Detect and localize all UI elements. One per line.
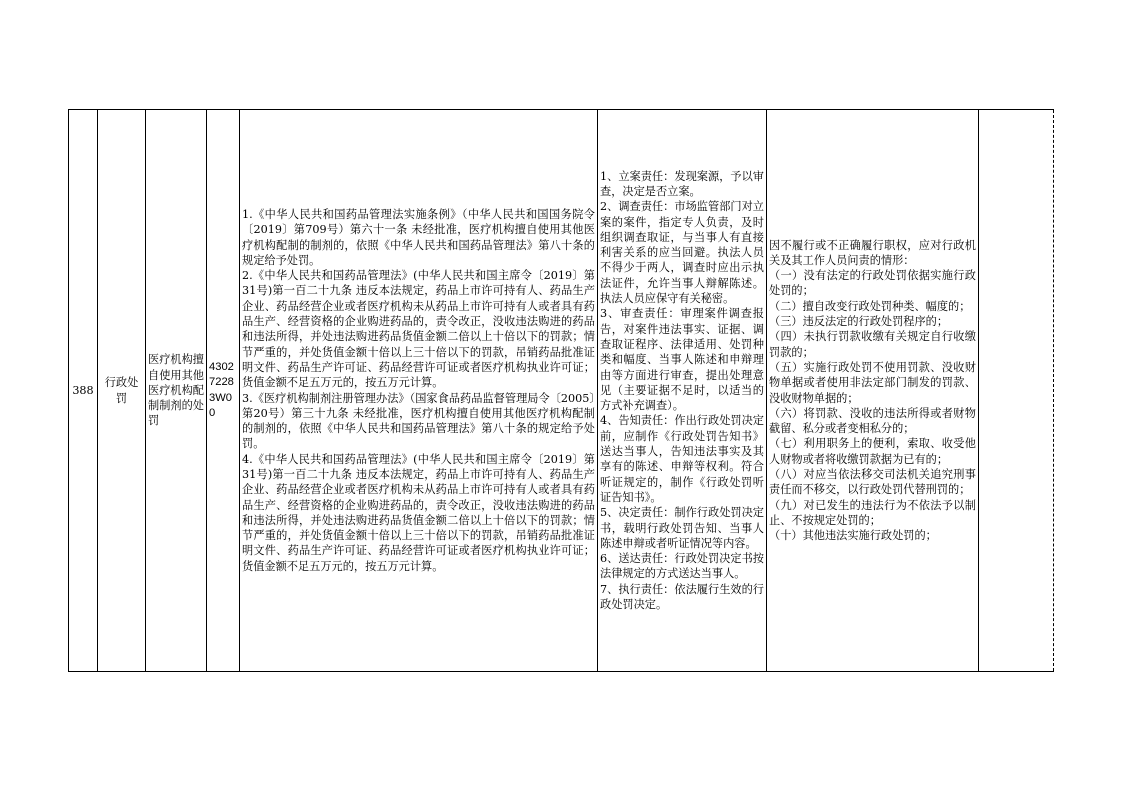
acc-intro: 因不履行或不正确履行职权，应对行政机关及其工作人员问责的情形： [769, 238, 976, 267]
duty-item-2: 2、调查责任：市场监管部门对立案的案件，指定专人负责，及时组织调查取证，与当事人有直接利害关系的应当回避。执法人员不得少于两人，调查时应出示执法证件，允许当事人辩解陈述。执法人员应保守有关秘密。 [600, 200, 764, 306]
power-list-table [68, 109, 1054, 672]
duty-item-3: 3、审查责任：审理案件调查报告，对案件违法事实、证据、调查取证程序、法律适用、处罚种类和幅度、当事人陈述和申辩理由等方面进行审查，提出处理意见（主要证据不足时，以适当的方式补充调查）。 [600, 307, 764, 413]
basis-item-3: 3.《医疗机构制剂注册管理办法》（国家食品药品监督管理局令〔2005〕第20号）第三十九条 未经批准，医疗机构擅自使用其他医疗机构配制的制剂的，依照《中华人民共和国药品管理法》第八十条的规定给予处罚。 [242, 391, 595, 451]
responsibility-items [598, 110, 767, 672]
basis-item-1: 1.《中华人民共和国药品管理法实施条例》（中华人民共和国国务院令〔2019〕第709号）第六十一条 未经批准，医疗机构擅自使用其他医疗机构配制的制剂的，依照《中华人民共和国药品管理法》第八十条的规定给予处罚。 [242, 207, 595, 267]
acc-item-8: （八）对应当依法移交司法机关追究刑事责任而不移交，以行政处罚代替刑罚的； [769, 467, 976, 497]
duty-item-1: 1、立案责任：发现案源，予以审查，决定是否立案。 [600, 169, 764, 198]
document-sheet [68, 109, 1053, 672]
acc-item-5: （五）实施行政处罚不使用罚款、没收财物单据或者使用非法定部门制发的罚款、没收财物单据的； [769, 360, 976, 405]
acc-item-2: （二）擅自改变行政处罚种类、幅度的； [769, 299, 971, 313]
item-code: 43027228 3W00 [207, 110, 240, 672]
duty-item-6: 6、送达责任：行政处罚决定书按法律规定的方式送达当事人。 [600, 552, 764, 581]
acc-item-3: （三）违反法定的行政处罚程序的； [769, 315, 949, 329]
accountability-cases [767, 110, 979, 672]
acc-item-7: （七）利用职务上的便利，索取、收受他人财物或者将收缴罚款据为已有的； [769, 437, 976, 466]
basis-item-2: 2.《中华人民共和国药品管理法》(中华人民共和国主席令〔2019〕第31号)第一百二十九条 违反本法规定，药品上市许可持有人、药品生产企业、药品经营企业或者医疗机构未从药品上市许可持有人或者具有药品生产、经营资格的企业购进药品的，责令改正，没收违法购进的药品和违法所得，并处违法购进药品货值金额二倍以上十倍以下的罚款；情节严重的，并处货值金额十倍以上三十倍以下的罚款，吊销药品批准证明文件、药品生产许可证、药品经营许可证或者医疗机构执业许可证；货值金额不足五万元的，按五万元计算。 [242, 269, 595, 390]
acc-item-9: （九）对已发生的违法行为不依法予以制止、不按规定处罚的； [769, 498, 976, 527]
acc-item-1: （一）没有法定的行政处罚依据实施行政处罚的； [769, 269, 976, 298]
power-category: 行政处罚 [98, 110, 146, 672]
item-name: 医疗机构擅自使用其他医疗机构配制制剂的处罚 [146, 110, 207, 672]
table-row [69, 110, 1054, 672]
row-number: 388 [69, 110, 98, 672]
acc-item-10: （十）其他违法实施行政处罚的； [769, 529, 937, 543]
duty-item-5: 5、决定责任：制作行政处罚决定书，载明行政处罚告知、当事人陈述申辩或者听证情况等内容。 [600, 506, 764, 550]
duty-item-4: 4、告知责任：作出行政处罚决定前，应制作《行政处罚告知书》送达当事人，告知违法事实及其享有的陈述、申辩等权利。符合听证规定的，制作《行政处罚听证告知书》。 [600, 414, 764, 504]
basis-item-4: 4.《中华人民共和国药品管理法》(中华人民共和国主席令〔2019〕第31号)第一百二十九条 违反本法规定，药品上市许可持有人、药品生产企业、药品经营企业或者医疗机构未从药品上市许可持有人或者具有药品生产、经营资格的企业购进药品的，责令改正，没收违法购进的药品和违法所得，并处违法购进药品货值金额二倍以上十倍以下的罚款；情节严重的，并处货值金额十倍以上三十倍以下的罚款，吊销药品批准证明文件、药品生产许可证、药品经营许可证或者医疗机构执业许可证；货值金额不足五万元的，按五万元计算。 [242, 452, 595, 573]
acc-item-6: （六）将罚款、没收的违法所得或者财物截留、私分或者变相私分的； [769, 406, 976, 436]
duty-item-7: 7、执行责任：依法履行生效的行政处罚决定。 [600, 582, 764, 611]
acc-item-4: （四）未执行罚款收缴有关规定自行收缴罚款的； [769, 330, 976, 359]
legal-basis [240, 110, 598, 672]
remarks-cell [979, 110, 1054, 672]
